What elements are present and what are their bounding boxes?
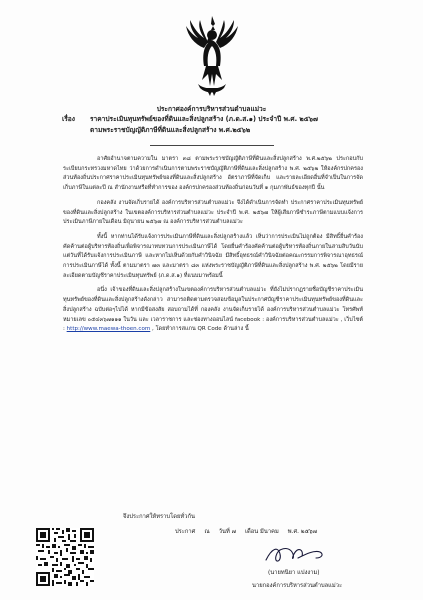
subject-line2: ตามพระราชบัญญัติภาษีที่ดินและสิ่งปลูกสร้าง พ.ศ.๒๕๖๒ xyxy=(90,125,251,134)
website-link[interactable]: http://www.maewa-thoen.com xyxy=(66,326,151,333)
announcement-date xyxy=(175,526,317,536)
qr-code[interactable] xyxy=(36,528,94,586)
paragraph-contact xyxy=(63,286,363,335)
signature-mark xyxy=(262,540,332,568)
heading-divider xyxy=(150,145,274,146)
signer-title: นายกองค์การบริหารส่วนตำบลแม่วะ xyxy=(252,583,343,589)
organization-title: ประกาศองค์การบริหารส่วนตำบลแม่วะ xyxy=(156,105,267,113)
paragraph-assessment: กองคลัง งานจัดเก็บรายได้ องค์การบริหารส่วนตำบลแม่วะ จึงได้ดำเนินการจัดทำ ประกาศราคาประเมินทุนทรัพย์ของที่ดินและสิ่งปลูกสร้าง ในเขตองค์การบริหารส่วนตำบลแม่วะ ประจำปี พ.ศ. ๒๕๖๗ ให้ผู้เสียภาษีชำระภาษีตามแบบแจ้งการประเมินภาษีภายในเดือน มิถุนายน ๒๕๖๗ ณ องค์การบริหารส่วนตำบลแม่วะ xyxy=(63,199,363,226)
paragraph-appeal: ทั้งนี้ หากท่านได้รับแจ้งการประเมินภาษีที่ดินและสิ่งปลูกสร้างแล้ว เห็นว่าการประเมินไม่ถูกต้อง มีสิทธิ์ยื่นคำร้องคัดค้านต่อผู้บริหารท้องถิ่นเพื่อพิจารณาทบทวนการประเมินภาษีได้ โดยยื่นคำร้องคัดค้านต่อผู้บริหารท้องถิ่นภายในสามสิบวันนับแต่วันที่ได้รับแจ้งการประเมินภาษี และหากไม่เห็นด้วยกับคำวินิจฉัย มีสิทธิ์อุทธรณ์คำวินิจฉัยต่อคณะกรรมการพิจารณาอุทธรณ์การประเมินภาษีได้ ทั้งนี้ ตามมาตรา ๗๓ และมาตรา ๘๓ แห่งพระราชบัญญัติภาษีที่ดินและสิ่งปลูกสร้าง พ.ศ. ๒๕๖๒ โดยมีรายละเอียดตามบัญชีราคาประเมินทุนทรัพย์ (ภ.ด.ส.๑) ที่แนบมาพร้อมนี้ xyxy=(63,233,363,279)
signer-name: (นายทนิยา แปงงาม) xyxy=(268,570,320,576)
date-at: ณ xyxy=(204,529,210,535)
subject-label: เรื่อง xyxy=(62,115,75,124)
announcement-closing: จึงประกาศให้ทราบโดยทั่วกัน xyxy=(123,514,195,520)
date-month: เดือน มีนาคม xyxy=(245,529,279,535)
contact-text: อนึ่ง เจ้าของที่ดินและสิ่งปลูกสร้างในเขตองค์การบริหารส่วนตำบลแม่วะ ที่ยังไม่ปรากฏรายชื่อบัญชีราคาประเมินทุนทรัพย์ของที่ดินและสิ่งปลูกสร้างดังกล่าว สามารถติดตามตรวจสอบข้อมูลในประกาศบัญชีราคาประเมินทุนทรัพย์ของที่ดินและสิ่งปลูกสร้าง ฉบับต่อๆไปได้ หากมีข้อสงสัย สอบถามได้ที่ กองคลัง งานจัดเก็บรายได้ องค์การบริหารส่วนตำบลแม่วะ โทรศัพท์หมายเลข ๐๕๔๓๖๗๑๑๑ ในวัน และ เวลาราชการ และช่องทางออนไลน์ facebook : องค์การบริหารส่วนตำบลแม่วะ , เว็บไซต์ : xyxy=(63,287,363,333)
paragraph-authority: อาศัยอำนาจตามความใน มาตรา ๓๘ ตามพระราชบัญญัติภาษีที่ดินและสิ่งปลูกสร้าง พ.ศ.๒๕๖๒ ประกอบกับระเบียบกระทรวงมหาดไทย ว่าด้วยการดำเนินการตามพระราชบัญญัติภาษีที่ดินและสิ่งปลูกสร้าง พ.ศ. ๒๕๖๒ ให้องค์กรปกครองส่วนท้องถิ่นประกาศราคาประเมินทุนทรัพย์ของที่ดินและสิ่งปลูกสร้าง อัตราภาษีที่จัดเก็บ และรายละเอียดอื่นที่จำเป็นในการจัดเก็บภาษีในแต่ละปี ณ สำนักงานหรือที่ทำการของ องค์กรปกครองส่วนท้องถิ่นก่อนวันที่ ๑ กุมภาพันธ์ของทุกปี นั้น xyxy=(63,156,363,192)
date-day: วันที่ ๗ xyxy=(218,529,236,535)
date-prefix: ประกาศ xyxy=(175,529,196,535)
date-year: พ.ศ. ๒๕๖๗ xyxy=(287,529,318,535)
announcement-body xyxy=(63,155,363,340)
subject-line1: ราคาประเมินทุนทรัพย์ของที่ดินและสิ่งปลูกสร้าง (ภ.ด.ส.๑) ประจำปี พ.ศ. ๒๕๖๗ xyxy=(90,115,318,124)
announcement-heading xyxy=(0,104,423,135)
garuda-emblem xyxy=(184,14,240,98)
qr-instruction-text: , โดยทำการสแกน QR Code ด้านล่าง นี้ xyxy=(150,326,249,333)
subject-row xyxy=(0,114,423,124)
